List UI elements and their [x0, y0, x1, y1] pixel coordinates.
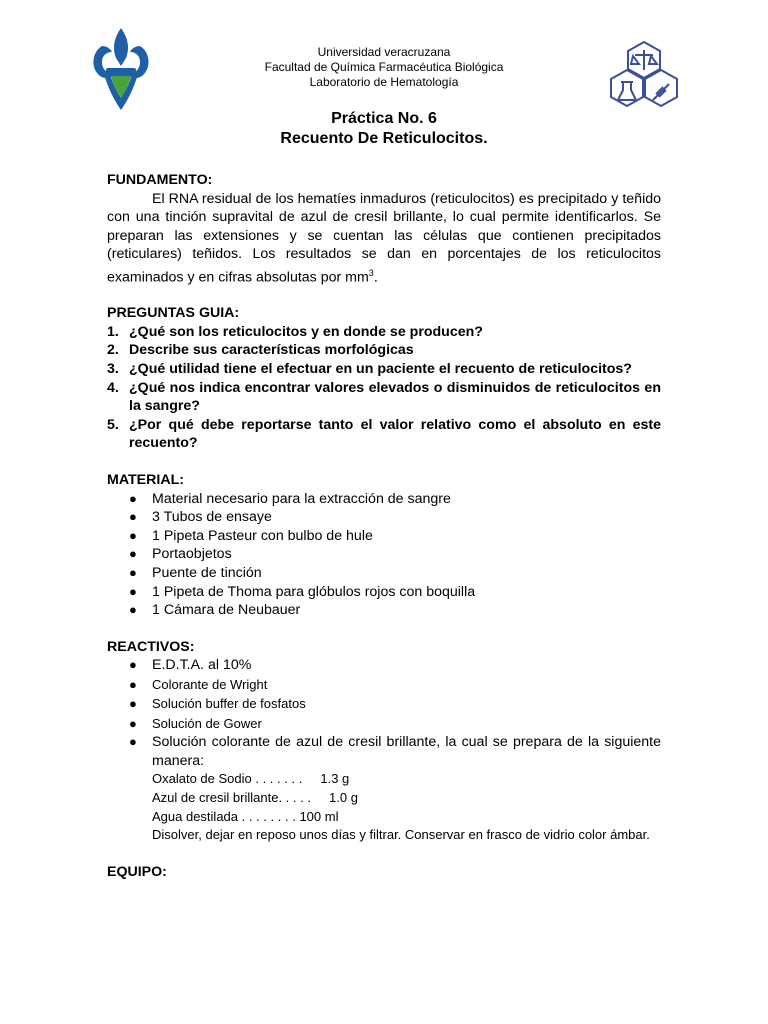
list-item [107, 379, 661, 416]
item-text: ¿Por qué debe reportarse tanto el valor relativo como el absoluto en este recuento? [129, 416, 661, 452]
practice-title [0, 109, 768, 149]
practice-name: Recuento De Reticulocitos. [280, 130, 488, 147]
item-text: Solución colorante de azul de cresil brillante, la cual se prepara de la siguiente manera: [152, 734, 661, 769]
item-text: 1 Pipeta de Thoma para glóbulos rojos con boquilla [152, 583, 476, 600]
faculty-name: Facultad de Química Farmacéutica Biológica [264, 60, 504, 74]
list-item [107, 508, 661, 527]
item-number: 4. [107, 379, 119, 396]
item-number: 1. [107, 323, 119, 340]
recipe-row [152, 770, 661, 789]
fundamento-heading: FUNDAMENTO: [107, 172, 213, 188]
preguntas-heading: PREGUNTAS GUIA: [107, 305, 240, 322]
list-item [107, 360, 661, 379]
qfb-faculty-logo [609, 40, 679, 108]
bullet-icon: ● [129, 676, 137, 692]
item-text: Colorante de Wright [152, 676, 268, 692]
equipo-heading: EQUIPO: [107, 863, 167, 880]
bullet-icon: ● [129, 527, 137, 543]
bullet-icon: ● [129, 490, 137, 506]
recipe-ingredient: Azul de cresil brillante. . . . . [152, 789, 311, 805]
list-item [107, 527, 661, 546]
bullet-icon: ● [129, 734, 137, 750]
bullet-icon: ● [129, 602, 137, 618]
recipe-quantity: 100 ml [299, 808, 339, 824]
list-item [107, 733, 661, 770]
list-item [107, 694, 661, 713]
item-text: 1 Pipeta Pasteur con bulbo de hule [152, 527, 373, 544]
practice-number: Práctica No. 6 [331, 110, 437, 127]
item-number: 5. [107, 416, 119, 433]
item-text: Solución buffer de fosfatos [152, 696, 306, 712]
fundamento-end: . [373, 269, 378, 286]
item-text: E.D.T.A. al 10% [152, 657, 252, 674]
item-text: 3 Tubos de ensaye [152, 509, 272, 526]
item-text: Material necesario para la extracción de sangre [152, 490, 451, 507]
bullet-icon: ● [129, 657, 137, 673]
recipe-row [152, 808, 661, 827]
fundamento-text: El RNA residual de los hematíes inmaduros (reticulocitos) es precipitado y teñido con una tinción supravital de azul de cresil brillante, lo cual permite identificarlos. Se preparan las extensiones y se cuentan las células que contienen precipitados (reticulares) teñidos. Los resultados se dan en porcentajes de los reticulocitos examinados y en cifras absolutas por mm [107, 190, 661, 286]
list-item [107, 601, 661, 620]
preguntas-list [107, 323, 661, 453]
list-item [107, 564, 661, 583]
list-item [107, 675, 661, 694]
document-body [107, 171, 661, 881]
item-text: Puente de tinción [152, 565, 262, 582]
item-text: ¿Qué nos indica encontrar valores elevados o disminuidos de reticulocitos en la sangre? [129, 379, 661, 415]
recipe-note: Disolver, dejar en reposo unos días y filtrar. Conservar en frasco de vidrio color ámbar. [152, 827, 650, 843]
fundamento-superscript: 3 [368, 267, 374, 278]
bullet-icon: ● [129, 583, 137, 599]
document-header [0, 0, 768, 147]
bullet-icon: ● [129, 509, 137, 525]
list-item [107, 341, 661, 360]
recipe-row [152, 789, 661, 808]
item-text: Describe sus características morfológicas [129, 342, 414, 359]
fundamento-paragraph [107, 190, 661, 288]
recipe-ingredient: Agua destilada . . . . . . . . [152, 808, 296, 824]
material-heading: MATERIAL: [107, 472, 184, 489]
item-text: ¿Qué utilidad tiene el efectuar en un paciente el recuento de reticulocitos? [129, 361, 632, 378]
bullet-icon: ● [129, 546, 137, 562]
recipe-quantity: 1.3 g [320, 771, 350, 787]
item-number: 3. [107, 361, 119, 378]
item-text: Portaobjetos [152, 546, 232, 563]
item-text: ¿Qué son los reticulocitos y en donde se producen? [129, 323, 483, 340]
list-item [107, 490, 661, 509]
item-text: Solución de Gower [152, 715, 262, 731]
list-item [107, 583, 661, 602]
recipe-block [152, 770, 661, 844]
material-list [107, 490, 661, 620]
bullet-icon: ● [129, 565, 137, 581]
item-number: 2. [107, 342, 119, 359]
laboratory-name: Laboratorio de Hematología [309, 75, 459, 89]
bullet-icon: ● [129, 696, 137, 712]
list-item [107, 323, 661, 342]
bullet-icon: ● [129, 715, 137, 731]
recipe-ingredient: Oxalato de Sodio . . . . . . . [152, 771, 303, 787]
item-text: 1 Cámara de Neubauer [152, 602, 301, 619]
list-item [107, 545, 661, 564]
reactivos-list [107, 656, 661, 770]
recipe-quantity: 1.0 g [329, 789, 358, 805]
reactivos-heading: REACTIVOS: [107, 638, 195, 655]
list-item [107, 656, 661, 675]
list-item [107, 416, 661, 453]
list-item [107, 714, 661, 733]
university-name: Universidad veracruzana [317, 45, 451, 59]
